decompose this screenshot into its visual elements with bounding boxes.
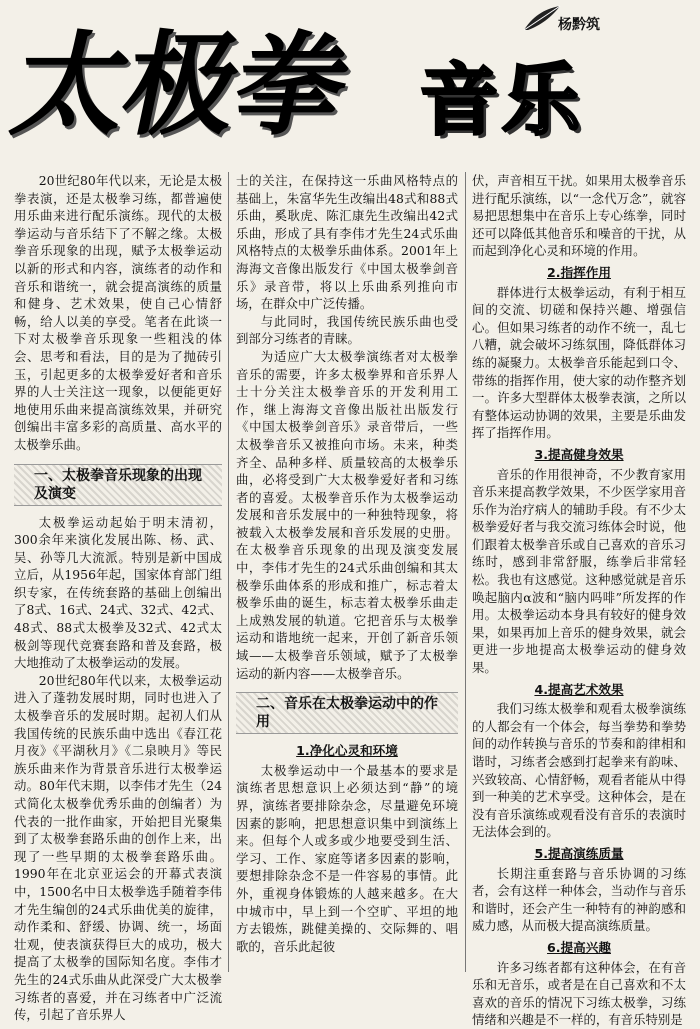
section-heading-2: [236, 692, 458, 734]
column-divider: [228, 172, 229, 972]
paragraph: 长期注重套路与音乐协调的习练者，会有这样一种体会，当动作与音乐和谐时，还会产生一种特有的神韵感和威力感，从而极大提高演练质量。: [472, 865, 686, 934]
subheading: 5.提高演练质量: [534, 845, 624, 861]
subheading: 6.提高兴趣: [547, 939, 611, 955]
subheading: 2.指挥作用: [547, 264, 611, 280]
section-title: 一、太极拳音乐现象的出现及演变: [34, 467, 202, 502]
section-title: 二、音乐在太极拳运动中的作用: [256, 696, 438, 731]
subheading: 4.提高艺术效果: [534, 681, 624, 697]
paragraph: 20世纪80年代以来，太极拳运动进入了蓬勃发展时期，同时也进入了太极拳音乐的发展时期。起初人们从我国传统的民族乐曲中选出《春江花月夜》《平湖秋月》《二泉映月》等民族乐曲来作为背景音乐进行太极拳运动。80年代末期，以李伟才先生（24式简化太极拳优秀乐曲的创编者）为代表的一批作曲家，开始把目光聚集到了太极拳套路乐曲的创作上来，出现了一些早期的太极拳套路乐曲。1990年在北京亚运会的开幕式表演中，1500名中日太极拳选手随着李伟才先生编创的24式乐曲优美的旋律，动作柔和、舒缓、协调、统一，场面壮观，使表演获得巨大的成功，极大提高了太极拳的国际知名度。李伟才先生的24式乐曲从此深受广大太极拳习练者的喜爱，并在习练者中广泛流传，引起了音乐界人: [14, 672, 222, 1023]
paragraph: 为适应广大太极拳演练者对太极拳音乐的需要，许多太极拳界和音乐界人士十分关注太极拳音乐的开发利用工作，继上海海文音像出版社出版发行《中国太极拳剑音乐》录音带后，一些太极拳音乐又被推向市场。未来，种类齐全、品种多样、质量较高的太极拳乐曲，必将受到广大太极拳爱好者和习练者的喜爱。太极拳音乐作为太极拳运动发展和音乐发展中的一种独特现象，将被载入太极拳发展和音乐发展的史册。在太极拳音乐现象的出现及演变发展中，李伟才先生的24式乐曲创编和其太极拳乐曲体系的形成和推广，标志着太极拳乐曲的诞生，标志着太极拳乐曲走上成熟发展的轨道。它把音乐与太极拳运动和谐地统一起来，开创了新音乐领域——太极拳音乐领域，赋予了太极拳运动的新内容——太极拳音乐。: [236, 348, 458, 681]
section-heading-1: [14, 464, 222, 506]
column-divider: [465, 172, 466, 972]
column-2: [236, 172, 458, 972]
subheading: 1.净化心灵和环境: [296, 743, 398, 759]
column-1: [14, 172, 222, 1023]
author-name: 杨黔筑: [558, 17, 600, 33]
title-sub: 音乐: [420, 56, 585, 146]
paragraph: 我们习练太极拳和观看太极拳演练的人都会有一个体会，每当拳势和拳势间的动作转换与音乐的节奏和韵律相和谐时，习练者会感到打起拳来有韵味、兴致较高、心情舒畅，观看者能从中得到一种美的艺术享受。这种体会，是在没有音乐演练或观看没有音乐的表演时无法体会到的。: [472, 701, 686, 840]
paragraph: 太极拳运动起始于明末清初，300余年来演化发展出陈、杨、武、吴、孙等几大流派。特别是新中国成立后，从1956年起，国家体育部门组织专家，在传统套路的基础上创编出了8式、16式、24式、32式、42式、48式、88式太极拳及32式、42式太极剑等现代竞赛套路和普及套路，极大地推动了太极拳运动的发展。: [14, 514, 222, 671]
article-body: [14, 172, 686, 1028]
column-3: [472, 172, 686, 1028]
paragraph: 太极拳运动中一个最基本的要求是演练者思想意识上必须达到“静”的境界，演练者要排除杂念，尽量避免环境因素的影响，把思想意识集中到演练上来。但每个人或多或少地要受到生活、学习、工作、家庭等诸多因素的影响，要想排除杂念不是一件容易的事情。此外，重视身体锻炼的人越来越多。在大中城市中，早上到一个空旷、平坦的地方去锻炼，跳健美操的、交际舞的、唱歌的，音乐此起彼: [236, 762, 458, 954]
paragraph: 群体进行太极拳运动，有利于相互间的交流、切磋和保持兴趣、增强信心。但如果习练者的动作不统一，乱七八糟，就会破坏习练氛围，降低群体习练的凝聚力。太极拳音乐能起到口令、带练的指挥作用，使大家的动作整齐划一。许多大型群体太极拳表演，之所以有整体运动协调的效果，主要是乐曲发挥了指挥作用。: [472, 284, 686, 441]
paragraph: 音乐的作用很神奇，不少教育家用音乐来提高教学效果，不少医学家用音乐作为治疗病人的辅助手段。有不少太极拳爱好者与我交流习练体会时说，他们跟着太极拳音乐或自己喜欢的音乐习练时，感到非常舒服，练拳后非常轻松。我也有这感觉。这种感觉就是音乐唤起脑内α波和“脑内吗啡”所发挥的作用。太极拳运动本身具有较好的健身效果，如果再加上音乐的健身效果，就会更进一步地提高太极拳运动的健身效果。: [472, 466, 686, 676]
paragraph: 与此同时，我国传统民族乐曲也受到部分习练者的青睐。: [236, 313, 458, 347]
title-main: 太极拳: [2, 21, 360, 151]
paragraph: 士的关注，在保持这一乐曲风格特点的基础上，朱富华先生改编出48式和88式乐曲，奚耿虎、陈汇康先生改编出42式乐曲，形成了具有李伟才先生24式乐曲风格特点的太极拳乐曲体系。2001年上海海文音像出版发行《中国太极拳剑音乐》录音带，将以上乐曲系列推向市场，在群众中广泛传播。: [236, 173, 458, 312]
subheading: 3.提高健身效果: [534, 446, 624, 462]
paragraph: 许多习练者都有这种体会，在有音乐和无音乐，或者是在自己喜欢和不太喜欢的音乐的情况下习练太极拳，习练情绪和兴趣是不一样的，有音乐特别是: [472, 959, 686, 1028]
article-header: [0, 0, 700, 172]
paragraph: 伏，声音相互干扰。如果用太极拳音乐进行配乐演练，以“一念代万念”，就容易把思想集中在音乐上专心练拳，同时还可以降低其他音乐和噪音的干扰，从而起到净化心灵和环境的作用。: [472, 173, 686, 259]
intro-paragraph: 20世纪80年代以来，无论是太极拳表演，还是太极拳习练，都普遍使用乐曲来进行配乐演练。现代的太极拳运动与音乐结下了不解之缘。太极拳音乐现象的出现，赋予太极拳运动以新的形式和内容，演练者的动作和音乐和谐统一，就会提高演练的质量和健身、艺术效果，使自己心情舒畅，给人以美的享受。笔者在此谈一下对太极拳音乐现象一些粗浅的体会、思考和看法，目的是为了抛砖引玉，引起更多的太极拳爱好者和音乐界的人士关注这一现象，以便能更好地使用乐曲来提高演练效果，并研究创编出丰富多彩的高质量、高水平的太极拳乐曲。: [14, 173, 222, 452]
